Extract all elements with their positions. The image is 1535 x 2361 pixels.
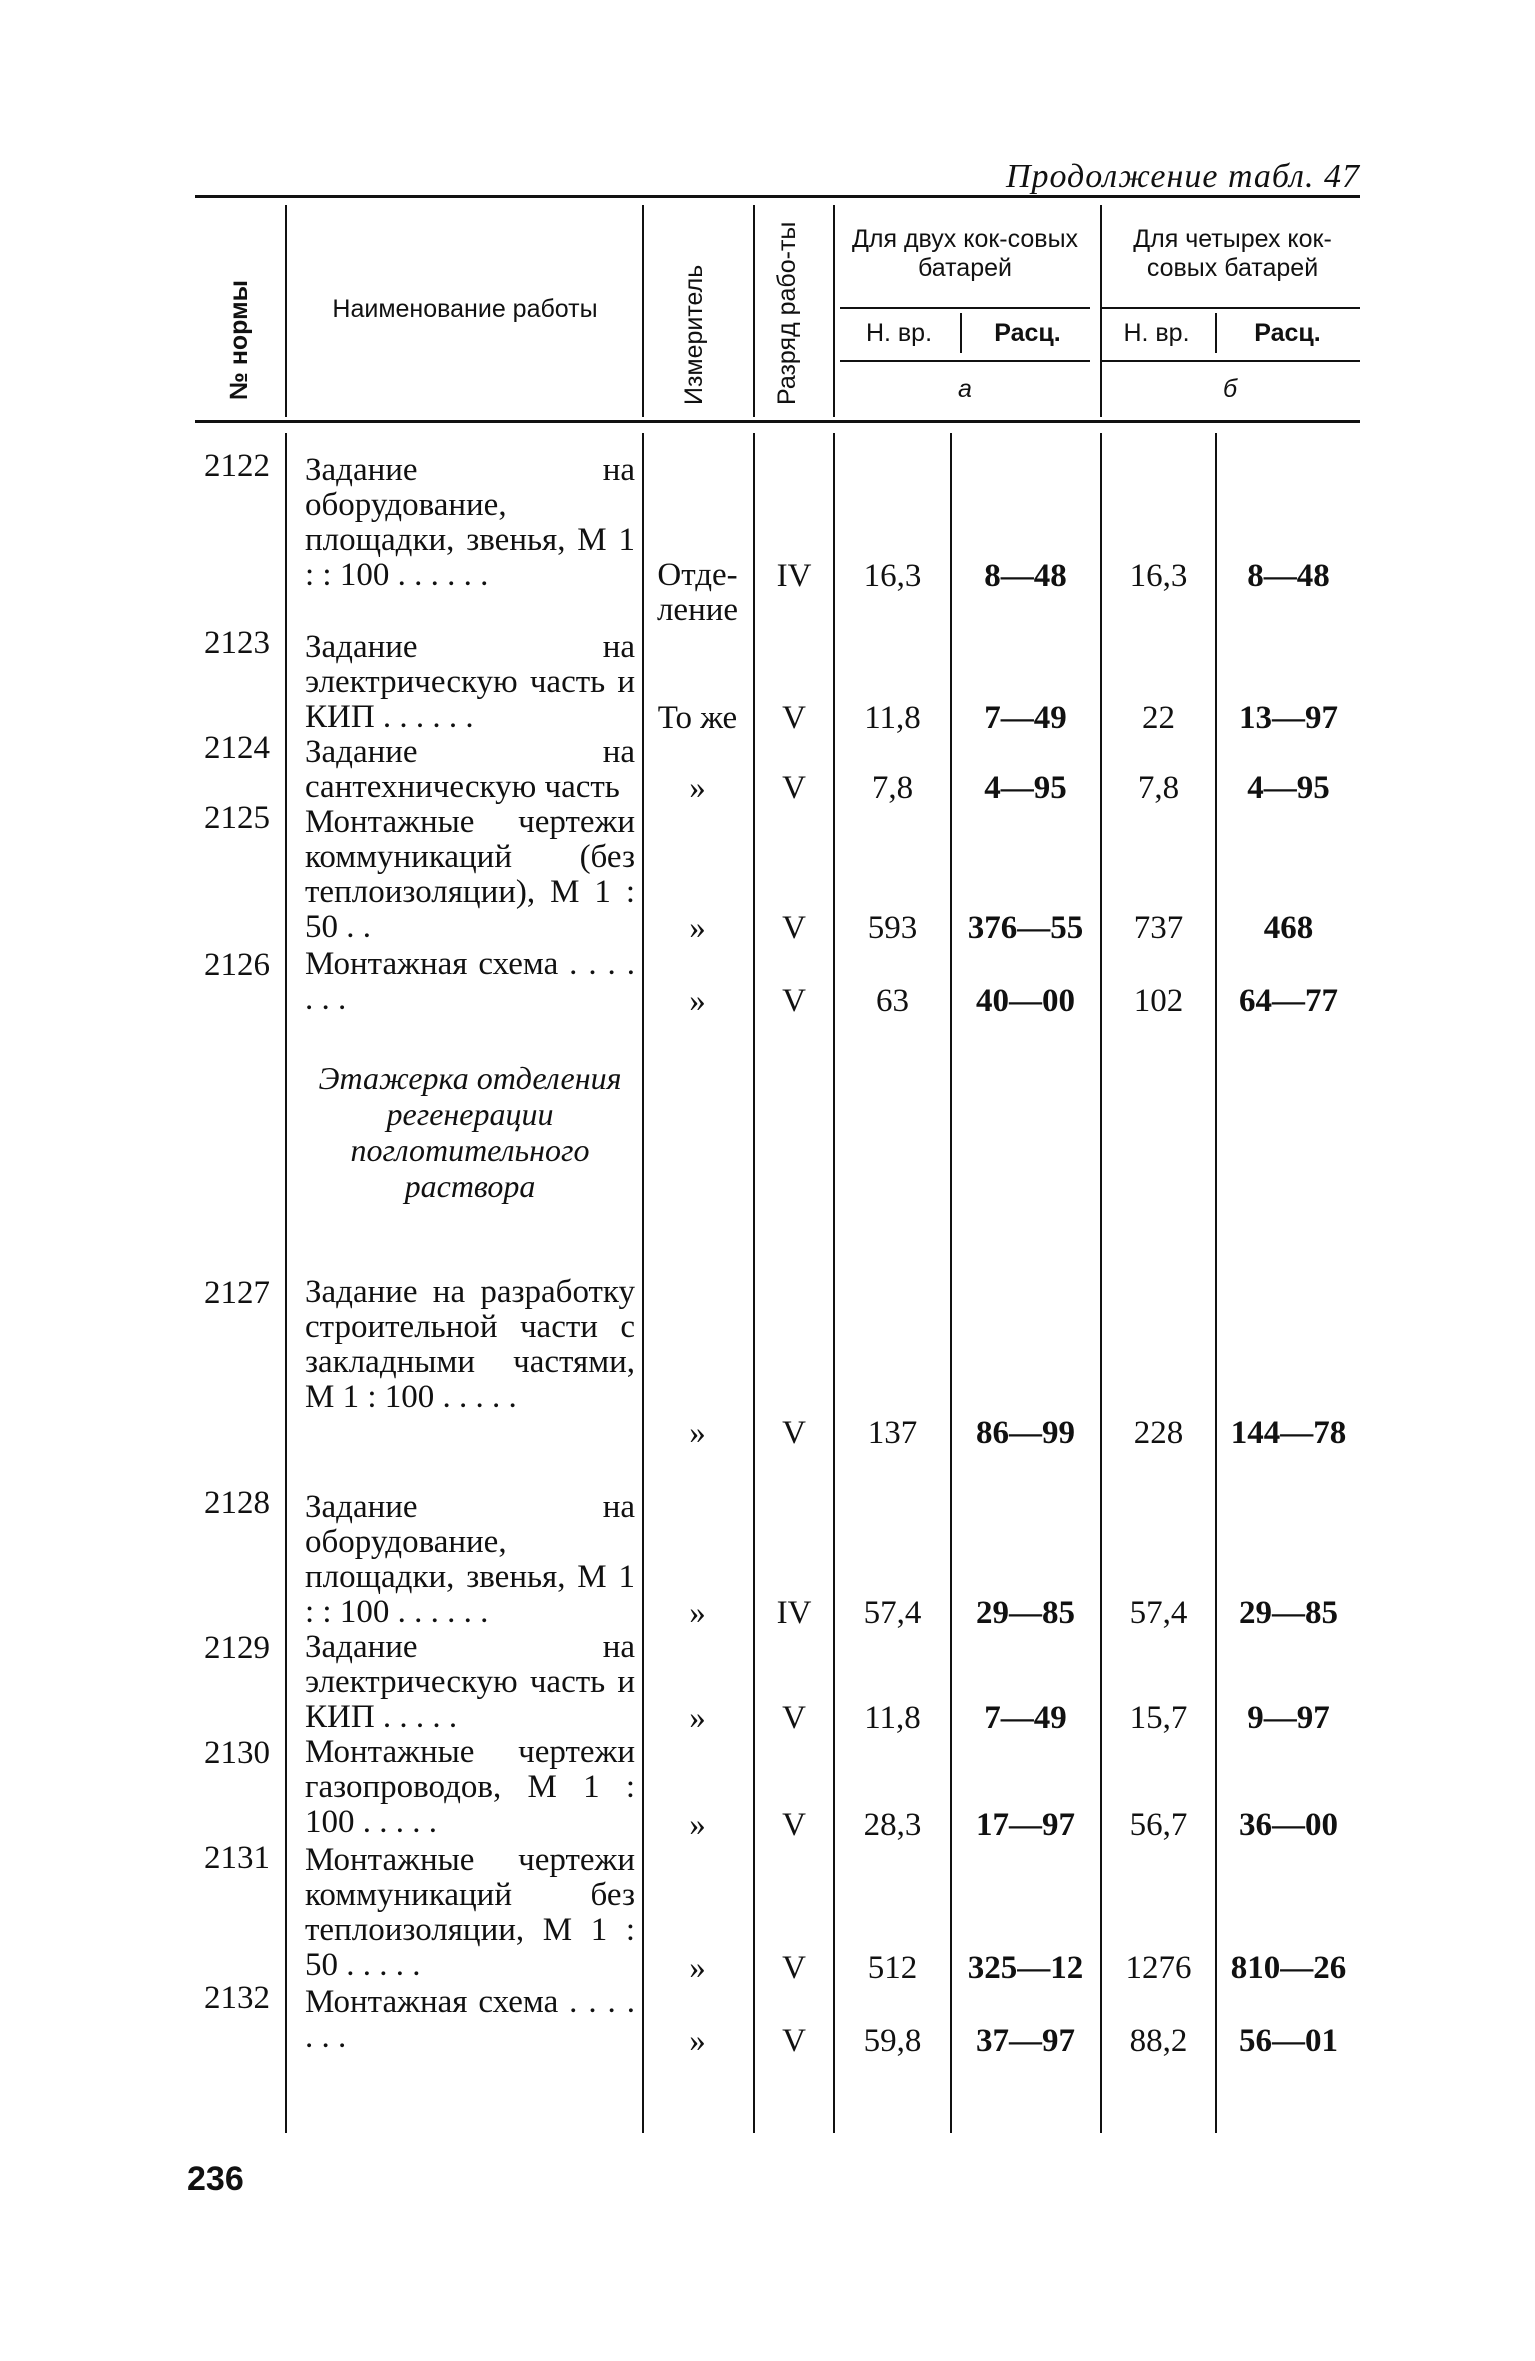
row-2125-b-time: 737 [1133,910,1184,946]
row-2127-name: Задание на разработку строительной части с закладными частями, М 1 : 100 . . . . . [305,1274,635,1415]
row-2123-grade: V [782,700,806,736]
body-vline-3 [753,433,755,2133]
header-grade: Разряд рабо-ты [773,221,801,405]
row-2132-no: 2132 [204,1980,270,2016]
row-2125-unit: » [689,910,706,946]
group-a-rule [840,307,1090,309]
row-2125-no: 2125 [204,800,270,836]
row-2131-b-rate: 810—26 [1230,1950,1347,1986]
row-2126-a-rate: 40—00 [976,983,1075,1019]
row-2123-b-rate: 13—97 [1239,700,1338,736]
body-vline-1 [285,433,287,2133]
row-2124-b-rate: 4—95 [1247,770,1330,806]
row-2122-no: 2122 [204,448,270,484]
row-2125-b-rate: 468 [1263,910,1314,946]
row-2128-grade: IV [776,1595,812,1631]
row-2124-a-time: 7,8 [871,770,914,806]
body-vline-2 [642,433,644,2133]
row-2127-no: 2127 [204,1275,270,1311]
row-2122-grade: IV [776,558,812,594]
row-2125-a-time: 593 [867,910,918,946]
row-2126-b-rate: 64—77 [1239,983,1338,1019]
group-b-rule [1100,307,1360,309]
row-2131-a-rate: 325—12 [967,1950,1084,1986]
row-2122-unit: Отде-ление [656,557,739,628]
row-2123-b-time: 22 [1142,700,1175,736]
header-vline-1 [285,205,287,417]
row-2124-no: 2124 [204,730,270,766]
row-2123-name: Задание на электрическую часть и КИП . . . . . . [305,629,635,735]
row-2126-b-time: 102 [1133,983,1184,1019]
row-2129-b-time: 15,7 [1129,1700,1188,1736]
row-2123-a-rate: 7—49 [984,700,1067,736]
subhead-b-rule [1100,360,1360,362]
row-2129-no: 2129 [204,1630,270,1666]
header-unit: Измеритель [680,264,708,405]
norms-table [195,195,1360,2133]
row-2131-grade: V [782,1950,806,1986]
row-2128-a-time: 57,4 [863,1595,922,1631]
row-2128-b-time: 57,4 [1129,1595,1188,1631]
header-work-name: Наименование работы [332,295,598,323]
row-2124-a-rate: 4—95 [984,770,1067,806]
row-2132-b-time: 88,2 [1129,2023,1188,2059]
row-2124-b-time: 7,8 [1137,770,1180,806]
row-2129-a-time: 11,8 [864,1700,921,1736]
row-2127-a-time: 137 [867,1415,918,1451]
row-2122-name: Задание на оборудование, площадки, звенья, М 1 : : 100 . . . . . . [305,452,635,593]
row-2130-grade: V [782,1807,806,1843]
row-2130-name: Монтажные чертежи газопроводов, М 1 : 100 . . . . . [305,1734,635,1840]
row-2131-a-time: 512 [867,1950,918,1986]
header-a-rate: Расц. [994,319,1061,347]
row-2124-unit: » [689,770,706,806]
header-b-rate: Расц. [1254,319,1321,347]
header-vline-7 [1215,313,1217,353]
body-vline-5 [950,433,952,2133]
row-2128-name: Задание на оборудование, площадки, звенья, М 1 : : 100 . . . . . . [305,1489,635,1630]
row-2127-b-time: 228 [1133,1415,1184,1451]
row-2128-b-rate: 29—85 [1239,1595,1338,1631]
body-vline-6 [1100,433,1102,2133]
header-b-time: Н. вр. [1123,319,1190,347]
row-2122-a-time: 16,3 [863,558,922,594]
row-2127-unit: » [689,1415,706,1451]
row-2123-unit: То же [657,700,738,736]
row-2126-grade: V [782,983,806,1019]
row-2125-grade: V [782,910,806,946]
row-2124-grade: V [782,770,806,806]
table-caption: Продолжение табл. 47 [1005,158,1360,195]
page-number: 236 [187,2160,244,2198]
row-2131-unit: » [689,1950,706,1986]
row-2132-name: Монтажная схема . . . . . . . [305,1984,635,2055]
row-2128-unit: » [689,1595,706,1631]
row-2124-name: Задание на сантехническую часть [305,734,635,805]
row-2125-a-rate: 376—55 [967,910,1084,946]
row-2128-no: 2128 [204,1485,270,1521]
row-2129-a-rate: 7—49 [984,1700,1067,1736]
section-heading: Этажерка отделения регенерации поглотительного раствора [318,1060,622,1204]
row-2132-unit: » [689,2023,706,2059]
row-2131-no: 2131 [204,1840,270,1876]
subhead-a-rule [840,360,1090,362]
row-2127-b-rate: 144—78 [1230,1415,1347,1451]
row-2126-name: Монтажная схема . . . . . . . [305,946,635,1017]
header-letter-a: а [958,375,972,403]
header-norm-no: № нормы [225,280,253,400]
header-vline-4 [833,205,835,417]
header-a-time: Н. вр. [865,319,933,347]
row-2129-name: Задание на электрическую часть и КИП . . . . . [305,1629,635,1735]
row-2132-grade: V [782,2023,806,2059]
row-2122-b-time: 16,3 [1129,558,1188,594]
row-2127-a-rate: 86—99 [976,1415,1075,1451]
header-bottom-rule [195,420,1360,423]
row-2130-a-time: 28,3 [863,1807,922,1843]
row-2130-unit: » [689,1807,706,1843]
header-vline-3 [753,205,755,417]
row-2122-a-rate: 8—48 [984,558,1067,594]
header-group-b: Для четырех кок-совых батарей [1133,225,1332,282]
row-2130-a-rate: 17—97 [976,1807,1075,1843]
row-2127-grade: V [782,1415,806,1451]
header-letter-b: б [1222,375,1238,403]
row-2131-b-time: 1276 [1125,1950,1192,1986]
row-2126-a-time: 63 [876,983,909,1019]
row-2129-b-rate: 9—97 [1247,1700,1330,1736]
top-rule [195,195,1360,198]
row-2131-name: Монтажные чертежи коммуникаций без теплоизоляции, М 1 : 50 . . . . . [305,1842,635,1983]
row-2132-a-time: 59,8 [863,2023,922,2059]
row-2123-a-time: 11,8 [864,700,921,736]
row-2126-no: 2126 [204,947,270,983]
row-2128-a-rate: 29—85 [976,1595,1075,1631]
header-group-a: Для двух кок-совых батарей [851,225,1079,282]
row-2130-b-rate: 36—00 [1239,1807,1338,1843]
header-vline-6 [960,313,962,353]
row-2125-name: Монтажные чертежи коммуникаций (без теплоизоляции), М 1 : 50 . . [305,804,635,945]
body-vline-7 [1215,433,1217,2133]
header-vline-2 [642,205,644,417]
row-2130-b-time: 56,7 [1129,1807,1188,1843]
row-2129-unit: » [689,1700,706,1736]
row-2132-a-rate: 37—97 [976,2023,1075,2059]
row-2129-grade: V [782,1700,806,1736]
row-2130-no: 2130 [204,1735,270,1771]
row-2126-unit: » [689,983,706,1019]
row-2122-b-rate: 8—48 [1247,558,1330,594]
body-vline-4 [833,433,835,2133]
row-2132-b-rate: 56—01 [1239,2023,1338,2059]
row-2123-no: 2123 [204,625,270,661]
